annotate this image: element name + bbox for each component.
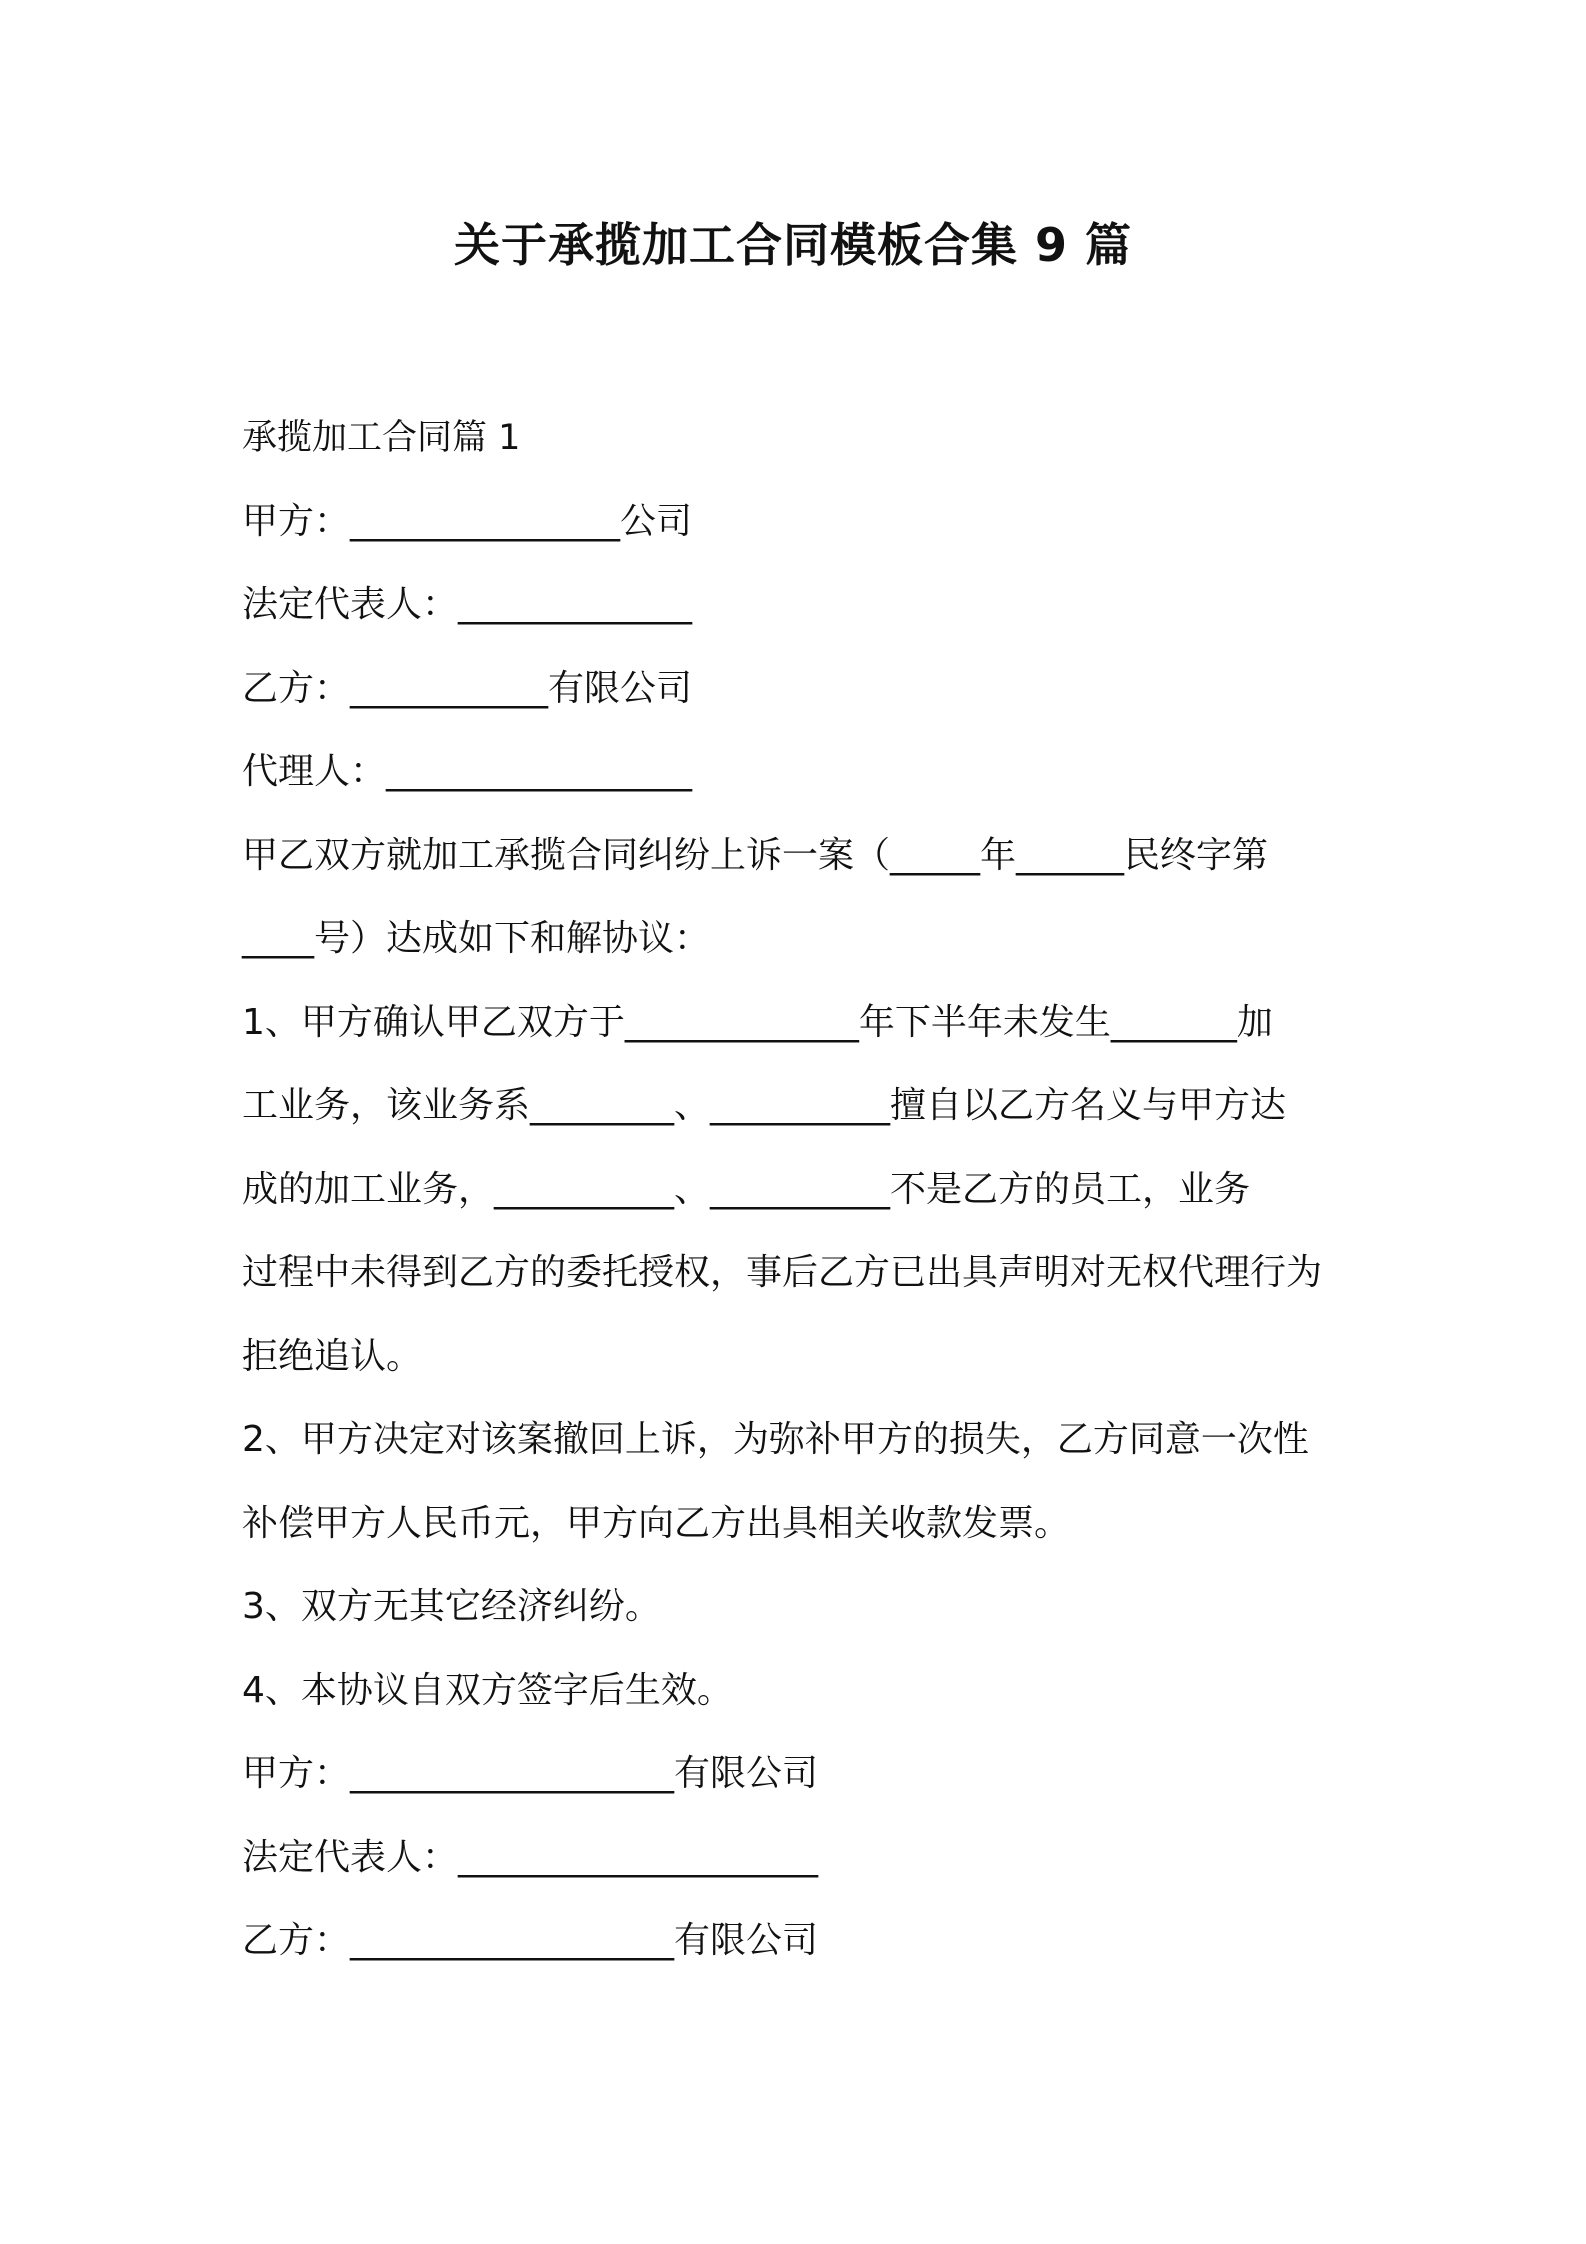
document-body [242,403,1362,1990]
clause-2-line-2: 补偿甲方人民币元，甲方向乙方出具相关收款发票。 [242,1502,1071,1544]
clause-3: 3、双方无其它经济纠纷。 [242,1586,661,1627]
legal-representative-line: 法定代表人：_____________ [242,584,693,625]
preamble-line-2: ____号）达成如下和解协议： [242,918,711,959]
clause-1-line-1: 1、甲方确认甲乙双方于_____________年下半年未发生_______加 [242,1001,1273,1043]
preamble-line-1: 甲乙双方就加工承揽合同纠纷上诉一案（_____年______民终字第 [242,834,1269,876]
clause-1-line-4: 过程中未得到乙方的委托授权，事后乙方已出具声明对无权代理行为 [242,1252,1323,1293]
party-b-company-line: 乙方：___________有限公司 [242,667,693,709]
section-heading: 承揽加工合同篇 1 [242,418,521,458]
signature-party-b-line: 乙方：__________________有限公司 [242,1920,819,1961]
clause-1-line-2: 工业务，该业务系________、__________擅自以乙方名义与甲方达 [242,1085,1287,1126]
clause-1-line-5: 拒绝追认。 [242,1335,423,1377]
clause-2-line-1: 2、甲方决定对该案撤回上诉，为弥补甲方的损失，乙方同意一次性 [242,1419,1309,1460]
clause-4: 4、本协议自双方签字后生效。 [242,1669,733,1711]
clause-1-line-3: 成的加工业务，__________、__________不是乙方的员工，业务 [242,1168,1251,1210]
party-a-company-line: 甲方：_______________公司 [242,500,693,542]
signature-party-a-line: 甲方：__________________有限公司 [242,1753,819,1794]
document-title: 关于承揽加工合同模板合集 9 篇 [453,218,1133,272]
signature-legal-representative-line: 法定代表人：____________________ [242,1836,819,1878]
agent-line: 代理人：_________________ [242,751,693,792]
